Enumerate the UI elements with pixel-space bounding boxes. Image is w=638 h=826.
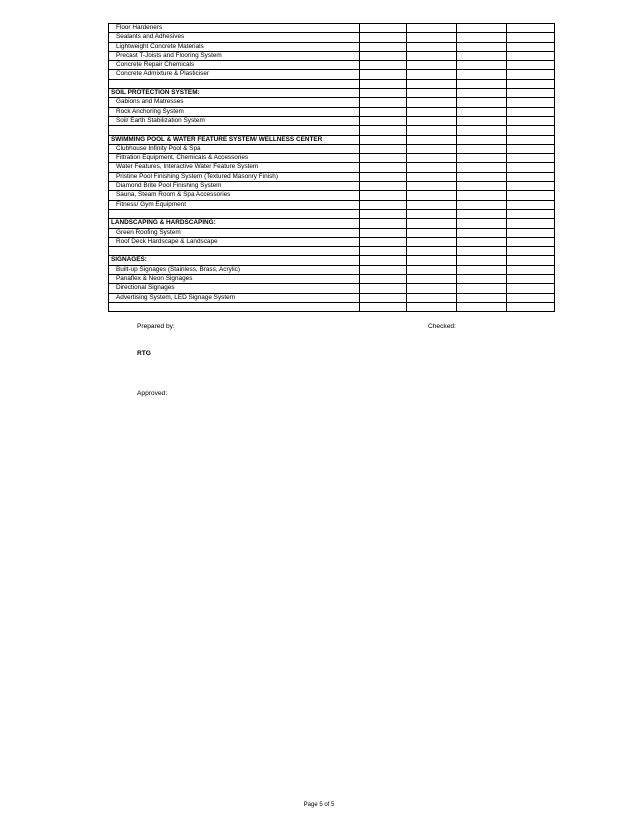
- table-row: [109, 293, 555, 302]
- empty-cell: [507, 116, 555, 125]
- item-description: Pristine Pool Finishing System (Textured Masonry Finish): [109, 172, 360, 181]
- empty-cell: [507, 293, 555, 302]
- table-row: [109, 61, 555, 70]
- empty-cell: [507, 182, 555, 191]
- empty-cell: [360, 200, 407, 209]
- empty-cell: [407, 42, 457, 51]
- table-row: [109, 70, 555, 79]
- empty-cell: [407, 284, 457, 293]
- table-row: [109, 144, 555, 153]
- section-heading: SWIMMING POOL & WATER FEATURE SYSTEM/ WELLNESS CENTER: [109, 135, 360, 144]
- empty-cell: [407, 191, 457, 200]
- empty-cell: [457, 191, 507, 200]
- empty-cell: [360, 135, 407, 144]
- empty-cell: [360, 247, 407, 256]
- empty-cell: [507, 209, 555, 218]
- specification-table-body: [109, 24, 555, 312]
- table-row: [109, 24, 555, 33]
- empty-cell: [407, 219, 457, 228]
- item-description: Soil/ Earth Stabilization System: [109, 116, 360, 125]
- section-heading-row: [109, 135, 555, 144]
- blank-row: [109, 209, 555, 218]
- empty-cell: [407, 256, 457, 265]
- empty-cell: [407, 237, 457, 246]
- item-description: [109, 302, 360, 311]
- empty-cell: [407, 144, 457, 153]
- empty-cell: [457, 163, 507, 172]
- empty-cell: [407, 154, 457, 163]
- item-description: Fitness/ Gym Equipment: [109, 200, 360, 209]
- empty-cell: [457, 182, 507, 191]
- table-row: [109, 172, 555, 181]
- empty-cell: [407, 293, 457, 302]
- empty-cell: [507, 89, 555, 98]
- empty-cell: [360, 237, 407, 246]
- empty-cell: [507, 126, 555, 135]
- preparer-name: RTG: [137, 350, 151, 357]
- section-heading: SIGNAGES:: [109, 256, 360, 265]
- item-description: Water Features, Interactive Water Feature System: [109, 163, 360, 172]
- empty-cell: [407, 302, 457, 311]
- empty-cell: [507, 265, 555, 274]
- table-row: [109, 228, 555, 237]
- empty-cell: [407, 172, 457, 181]
- empty-cell: [507, 70, 555, 79]
- item-description: Built-up Signages (Stainless, Brass, Acrylic): [109, 265, 360, 274]
- empty-cell: [507, 24, 555, 33]
- page-number: Page 5 of 5: [303, 802, 335, 808]
- empty-cell: [407, 89, 457, 98]
- empty-cell: [360, 70, 407, 79]
- empty-cell: [457, 172, 507, 181]
- empty-cell: [407, 209, 457, 218]
- empty-cell: [457, 200, 507, 209]
- empty-cell: [507, 275, 555, 284]
- item-description: [109, 79, 360, 88]
- item-description: [109, 126, 360, 135]
- empty-cell: [457, 24, 507, 33]
- specification-table: [108, 23, 555, 312]
- empty-cell: [507, 200, 555, 209]
- item-description: Sealants and Adhesives: [109, 33, 360, 42]
- empty-cell: [360, 61, 407, 70]
- section-heading-row: [109, 89, 555, 98]
- empty-cell: [457, 70, 507, 79]
- empty-cell: [407, 61, 457, 70]
- item-description: Directional Signages: [109, 284, 360, 293]
- empty-cell: [360, 33, 407, 42]
- table-row: [109, 284, 555, 293]
- empty-cell: [360, 191, 407, 200]
- empty-cell: [507, 61, 555, 70]
- empty-cell: [507, 51, 555, 60]
- empty-cell: [407, 275, 457, 284]
- empty-cell: [407, 79, 457, 88]
- empty-cell: [360, 98, 407, 107]
- empty-cell: [507, 135, 555, 144]
- blank-row: [109, 302, 555, 311]
- section-heading: SOIL PROTECTION SYSTEM:: [109, 89, 360, 98]
- table-row: [109, 191, 555, 200]
- empty-cell: [507, 256, 555, 265]
- item-description: Diamond Brite Pool Finishing System: [109, 182, 360, 191]
- table-row: [109, 51, 555, 60]
- empty-cell: [360, 302, 407, 311]
- empty-cell: [360, 42, 407, 51]
- empty-cell: [507, 228, 555, 237]
- section-heading-row: [109, 219, 555, 228]
- empty-cell: [360, 265, 407, 274]
- empty-cell: [360, 116, 407, 125]
- empty-cell: [507, 163, 555, 172]
- empty-cell: [360, 154, 407, 163]
- empty-cell: [360, 293, 407, 302]
- empty-cell: [360, 144, 407, 153]
- empty-cell: [360, 172, 407, 181]
- approved-label: Approved:: [137, 390, 168, 397]
- empty-cell: [360, 126, 407, 135]
- table-row: [109, 163, 555, 172]
- item-description: Advertising System, LED Signage System: [109, 293, 360, 302]
- empty-cell: [457, 51, 507, 60]
- empty-cell: [457, 256, 507, 265]
- item-description: Lightweight Concrete Materials: [109, 42, 360, 51]
- empty-cell: [407, 265, 457, 274]
- empty-cell: [457, 126, 507, 135]
- empty-cell: [407, 228, 457, 237]
- empty-cell: [360, 219, 407, 228]
- item-description: Gabions and Matresses: [109, 98, 360, 107]
- table-row: [109, 42, 555, 51]
- table-row: [109, 154, 555, 163]
- table-row: [109, 33, 555, 42]
- empty-cell: [360, 89, 407, 98]
- table-row: [109, 98, 555, 107]
- empty-cell: [507, 144, 555, 153]
- empty-cell: [407, 163, 457, 172]
- empty-cell: [457, 209, 507, 218]
- item-description: Concrete Admixture & Plasticiser: [109, 70, 360, 79]
- blank-row: [109, 247, 555, 256]
- empty-cell: [407, 51, 457, 60]
- empty-cell: [457, 293, 507, 302]
- item-description: Precast T-Joists and Flooring System: [109, 51, 360, 60]
- blank-row: [109, 126, 555, 135]
- empty-cell: [457, 284, 507, 293]
- item-description: Clubhouse Infinity Pool & Spa: [109, 144, 360, 153]
- section-heading-row: [109, 256, 555, 265]
- empty-cell: [360, 182, 407, 191]
- empty-cell: [407, 200, 457, 209]
- empty-cell: [457, 237, 507, 246]
- empty-cell: [407, 247, 457, 256]
- empty-cell: [407, 98, 457, 107]
- empty-cell: [507, 237, 555, 246]
- table-row: [109, 237, 555, 246]
- empty-cell: [507, 42, 555, 51]
- empty-cell: [457, 135, 507, 144]
- empty-cell: [457, 144, 507, 153]
- empty-cell: [457, 89, 507, 98]
- empty-cell: [360, 24, 407, 33]
- empty-cell: [360, 79, 407, 88]
- table-row: [109, 116, 555, 125]
- item-description: Filtration Equipment, Chemicals & Accessories: [109, 154, 360, 163]
- table-row: [109, 265, 555, 274]
- empty-cell: [507, 247, 555, 256]
- empty-cell: [360, 275, 407, 284]
- table-row: [109, 107, 555, 116]
- empty-cell: [507, 33, 555, 42]
- empty-cell: [360, 107, 407, 116]
- empty-cell: [407, 126, 457, 135]
- empty-cell: [507, 219, 555, 228]
- empty-cell: [507, 191, 555, 200]
- empty-cell: [360, 51, 407, 60]
- item-description: Rock Anchoring System: [109, 107, 360, 116]
- checked-label: Checked:: [428, 323, 456, 330]
- empty-cell: [457, 219, 507, 228]
- empty-cell: [457, 154, 507, 163]
- empty-cell: [457, 247, 507, 256]
- empty-cell: [457, 265, 507, 274]
- empty-cell: [360, 256, 407, 265]
- empty-cell: [457, 302, 507, 311]
- empty-cell: [457, 98, 507, 107]
- empty-cell: [457, 79, 507, 88]
- item-description: Sauna, Steam Room & Spa Accessories: [109, 191, 360, 200]
- empty-cell: [407, 135, 457, 144]
- empty-cell: [457, 42, 507, 51]
- item-description: [109, 209, 360, 218]
- empty-cell: [457, 107, 507, 116]
- table-row: [109, 182, 555, 191]
- item-description: Green Roofing System: [109, 228, 360, 237]
- empty-cell: [360, 163, 407, 172]
- item-description: Concrete Repair Chemicals: [109, 61, 360, 70]
- empty-cell: [407, 70, 457, 79]
- empty-cell: [360, 228, 407, 237]
- empty-cell: [457, 61, 507, 70]
- table-row: [109, 200, 555, 209]
- empty-cell: [407, 116, 457, 125]
- empty-cell: [360, 284, 407, 293]
- prepared-by-label: Prepared by:: [137, 323, 175, 330]
- item-description: Floor Hardeners: [109, 24, 360, 33]
- empty-cell: [457, 228, 507, 237]
- empty-cell: [407, 182, 457, 191]
- empty-cell: [507, 107, 555, 116]
- empty-cell: [407, 107, 457, 116]
- empty-cell: [457, 116, 507, 125]
- item-description: Roof Deck Hardscape & Landscape: [109, 237, 360, 246]
- empty-cell: [507, 79, 555, 88]
- empty-cell: [507, 172, 555, 181]
- empty-cell: [507, 284, 555, 293]
- empty-cell: [507, 154, 555, 163]
- empty-cell: [457, 33, 507, 42]
- empty-cell: [407, 24, 457, 33]
- empty-cell: [407, 33, 457, 42]
- empty-cell: [507, 302, 555, 311]
- empty-cell: [360, 209, 407, 218]
- section-heading: LANDSCAPING & HARDSCAPING:: [109, 219, 360, 228]
- empty-cell: [507, 98, 555, 107]
- item-description: [109, 247, 360, 256]
- blank-row: [109, 79, 555, 88]
- item-description: Panaflex & Neon Signages: [109, 275, 360, 284]
- table-row: [109, 275, 555, 284]
- empty-cell: [457, 275, 507, 284]
